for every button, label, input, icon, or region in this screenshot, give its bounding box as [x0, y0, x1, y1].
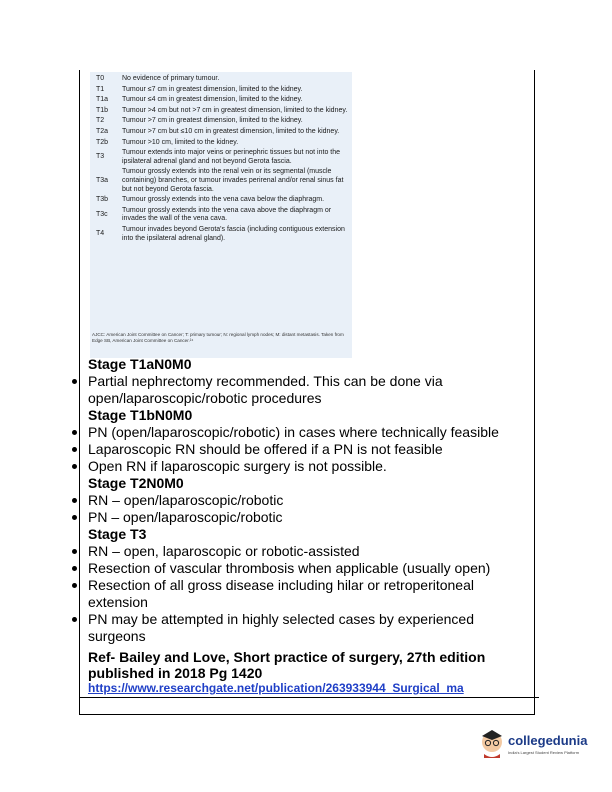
tnm-description: Tumour >7 cm in greatest dimension, limited to the kidney.	[122, 117, 303, 125]
bullet-icon	[72, 447, 77, 452]
list-item-text: RN – open/laparoscopic/robotic	[88, 492, 284, 508]
list-item	[88, 577, 528, 611]
bullet-icon	[72, 617, 77, 622]
tnm-code: T2b	[96, 138, 109, 146]
tnm-row	[94, 225, 352, 244]
tnm-description: Tumour extends into major veins or perinephric tissues but not into the ipsilateral adrenal gland and not beyond Gerota fascia.	[122, 149, 341, 165]
stage-heading: Stage T3	[88, 526, 147, 542]
bullet-icon	[72, 430, 77, 435]
bullet-icon	[72, 379, 77, 384]
list-item	[88, 560, 528, 577]
link-divider	[79, 697, 539, 698]
logo-tagline: India's Largest Student Review Platform	[508, 750, 580, 755]
list-item-text: Resection of vascular thrombosis when applicable (usually open)	[88, 560, 491, 576]
list-item-text: PN – open/laparoscopic/robotic	[88, 509, 283, 525]
bullet-icon	[72, 583, 77, 588]
tnm-description: Tumour ≤7 cm in greatest dimension, limited to the kidney.	[122, 85, 303, 93]
tnm-code: T3	[96, 153, 105, 161]
tnm-description: Tumour grossly extends into the vena cava below the diaphragm.	[122, 196, 325, 204]
tnm-code: T3a	[96, 176, 109, 184]
tnm-row	[94, 85, 352, 96]
tnm-description: Tumour >10 cm, limited to the kidney.	[122, 138, 239, 146]
tnm-row	[94, 116, 352, 127]
bullet-icon	[72, 464, 77, 469]
bullet-icon	[72, 515, 77, 520]
stage-heading: Stage T1aN0M0	[88, 356, 192, 372]
tnm-code: T3b	[96, 196, 109, 204]
bullet-icon	[72, 549, 77, 554]
logo-text: collegedunia	[508, 733, 588, 748]
stage-content	[88, 356, 528, 695]
list-item	[88, 373, 528, 407]
tnm-description: Tumour grossly extends into the renal vein or its segmental (muscle containing) branches, or tumour invades perirenal and/or renal sinus fat but not beyond Gerota fascia.	[122, 168, 344, 193]
stage-heading: Stage T2N0M0	[88, 475, 184, 491]
bullet-icon	[72, 566, 77, 571]
tnm-row	[94, 106, 352, 117]
tnm-description: Tumour >4 cm but not >7 cm in greatest dimension, limited to the kidney.	[122, 106, 348, 114]
list-item-text: Open RN if laparoscopic surgery is not possible.	[88, 458, 387, 474]
list-item-text: Resection of all gross disease including hilar or retroperitoneal extension	[88, 577, 474, 610]
tnm-description: Tumour grossly extends into the vena cava above the diaphragm or invades the wall of the vena cava.	[122, 206, 332, 223]
list-item	[88, 509, 528, 526]
tnm-row	[94, 195, 352, 206]
tnm-code: T2a	[96, 127, 109, 135]
list-item-text: Partial nephrectomy recommended. This can be done via open/laparoscopic/robotic procedures	[88, 373, 443, 406]
list-item	[88, 492, 528, 509]
tnm-code: T1b	[96, 106, 109, 114]
tnm-code: T2	[96, 117, 105, 125]
list-item	[88, 611, 528, 645]
bullet-icon	[72, 498, 77, 503]
list-item-text: RN – open, laparoscopic or robotic-assisted	[88, 543, 360, 559]
tnm-description: No evidence of primary tumour.	[122, 75, 220, 82]
tnm-row	[94, 206, 352, 225]
list-item	[88, 458, 528, 475]
tnm-row	[94, 148, 352, 167]
tnm-row	[94, 74, 352, 85]
list-item-text: PN may be attempted in highly selected cases by experienced surgeons	[88, 611, 474, 644]
list-item-text: PN (open/laparoscopic/robotic) in cases where technically feasible	[88, 424, 499, 440]
stage-bullet-list	[88, 543, 528, 645]
stage-bullet-list	[88, 373, 528, 407]
tnm-code: T3c	[96, 211, 108, 219]
tnm-description: Tumour >7 cm but ≤10 cm in greatest dimension, limited to the kidney.	[122, 127, 340, 135]
tnm-code: T1a	[96, 96, 109, 104]
tnm-description: Tumour ≤4 cm in greatest dimension, limited to the kidney.	[122, 96, 303, 104]
reference-text: Ref- Bailey and Love, Short practice of surgery, 27th edition published in 2018 Pg 1420	[88, 649, 486, 681]
tnm-row	[94, 138, 352, 149]
tnm-code: T0	[96, 75, 105, 82]
tnm-row	[94, 167, 352, 195]
reference-link[interactable]: https://www.researchgate.net/publication/263933944_Surgical_ma	[88, 681, 464, 695]
list-item	[88, 441, 528, 458]
tnm-code: T4	[96, 230, 105, 238]
list-item	[88, 424, 528, 441]
tnm-staging-table	[94, 74, 352, 244]
stage-heading: Stage T1bN0M0	[88, 407, 193, 423]
list-item-text: Laparoscopic RN should be offered if a PN is not feasible	[88, 441, 443, 457]
stage-bullet-list	[88, 492, 528, 526]
tnm-table-footnote: AJCC: American Joint Committee on Cancer; T: primary tumour; N: regional lymph nodes; M: distant metastasis. Taken from Edge SB, American Joint Committee on Cancer.²⁴	[92, 332, 344, 343]
list-item	[88, 543, 528, 560]
stage-bullet-list	[88, 424, 528, 475]
tnm-row	[94, 95, 352, 106]
tnm-description: Tumour invades beyond Gerota's fascia (including contiguous extension into the ipsilateral adrenal gland).	[122, 225, 345, 242]
tnm-code: T1	[96, 85, 105, 93]
tnm-row	[94, 127, 352, 138]
